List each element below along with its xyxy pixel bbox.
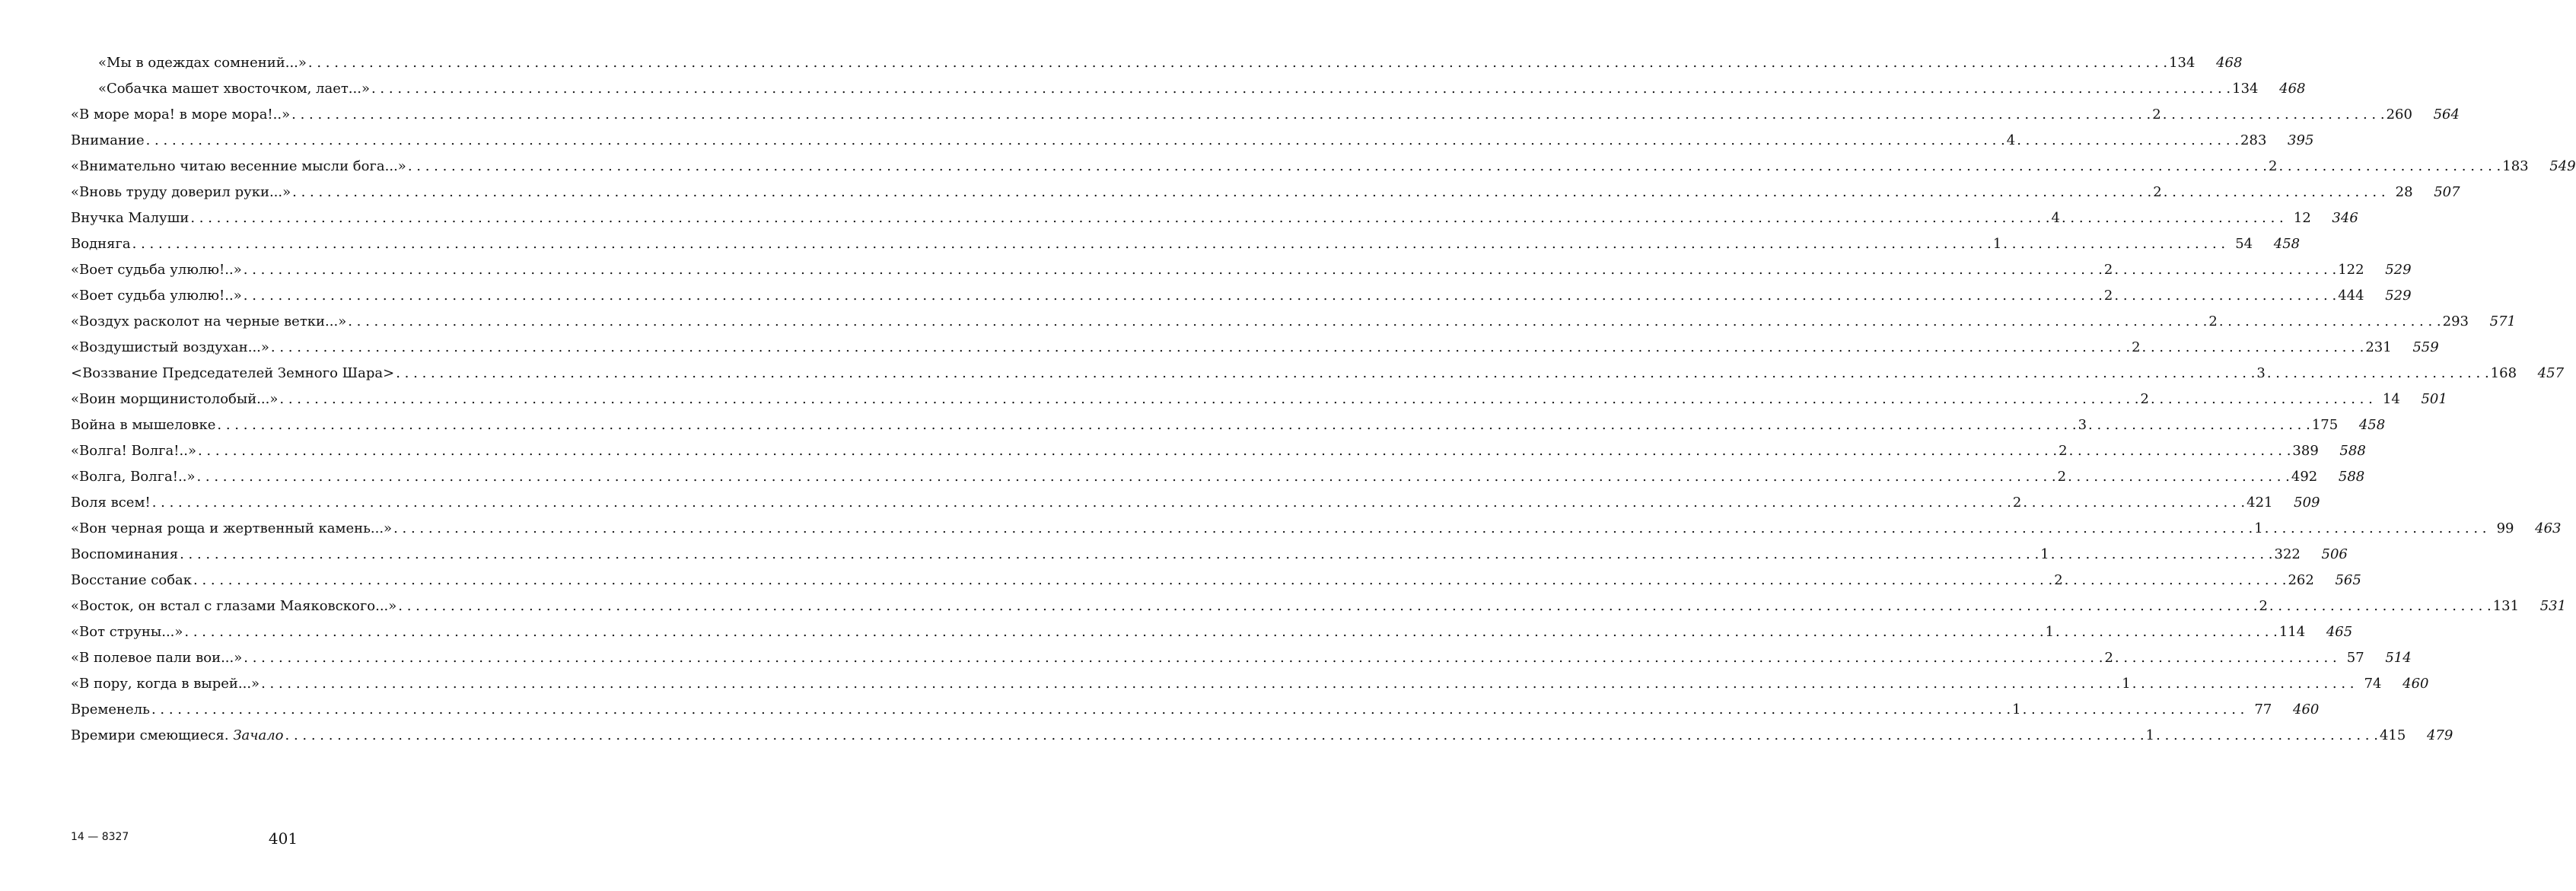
- index-entry: [71, 671, 2429, 697]
- entry-page: 168: [2490, 365, 2517, 381]
- entry-volume: 3: [2256, 365, 2266, 381]
- dot-leader: [244, 283, 2103, 309]
- entry-volume: 4: [2006, 132, 2016, 148]
- dot-leader: [2069, 438, 2291, 464]
- entry-title: [71, 205, 189, 231]
- dot-leader: [184, 619, 2043, 645]
- dot-leader: [2003, 231, 2225, 257]
- entry-page: 74: [2364, 676, 2382, 692]
- dot-leader: [2151, 387, 2373, 412]
- entry-commentary-page: 479: [2426, 727, 2453, 743]
- entry-volume: 2: [2104, 650, 2113, 666]
- entry-commentary-page: 458: [2358, 417, 2386, 433]
- entry-title: [71, 309, 346, 335]
- index-entry: [71, 335, 2439, 361]
- entry-title: [71, 102, 290, 128]
- entry-title: [98, 76, 370, 102]
- entry-page: 421: [2246, 495, 2273, 511]
- entry-title-text: «Мы в одеждах сомнений...»: [98, 55, 307, 71]
- index-entry: [71, 723, 2453, 749]
- entry-page: 415: [2379, 727, 2406, 743]
- entry-title-text: «Воздушистый воздухан...»: [71, 339, 269, 355]
- entry-page: 492: [2291, 469, 2318, 485]
- entry-title-text: Воспоминания: [71, 546, 179, 562]
- index-entry: [71, 645, 2412, 671]
- dot-leader: [271, 335, 2130, 361]
- index-entry: [71, 50, 2243, 76]
- dot-leader: [198, 438, 2057, 464]
- entry-volume: 3: [2078, 417, 2087, 433]
- entry-title: [71, 283, 242, 309]
- entry-title-text: Воля всем!: [71, 495, 151, 511]
- dot-leader: [132, 231, 1992, 257]
- entry-page: 322: [2274, 546, 2301, 562]
- entry-title-text: «Вот струны...»: [71, 624, 183, 640]
- entry-page: 293: [2442, 313, 2469, 329]
- index-entry: [71, 231, 2301, 257]
- entry-page: 134: [2232, 81, 2259, 97]
- index-entry: [71, 205, 2358, 231]
- dot-leader: [348, 309, 2207, 335]
- dot-leader: [2163, 102, 2385, 128]
- index-entry: [71, 464, 2365, 490]
- index-entry: [71, 593, 2567, 619]
- index-entry: [71, 490, 2320, 516]
- dot-leader: [393, 516, 2253, 542]
- entry-commentary-page: 457: [2537, 365, 2565, 381]
- entry-volume: 2: [2012, 495, 2022, 511]
- entry-title: [71, 593, 396, 619]
- dot-leader: [2062, 205, 2284, 231]
- entry-title: [71, 723, 284, 749]
- entry-title-text: «Вон черная роща и жертвенный камень...»: [71, 520, 393, 536]
- index-entry: [71, 619, 2353, 645]
- dot-leader: [2114, 283, 2336, 309]
- index-entry: [71, 438, 2366, 464]
- dot-leader: [190, 205, 2049, 231]
- entry-title-text: Война в мышеловке: [71, 417, 216, 433]
- entry-title: [71, 180, 291, 205]
- entry-title-text: «Восток, он встал с глазами Маяковского...»: [71, 598, 397, 614]
- index-entry: [71, 361, 2565, 387]
- dot-leader: [217, 412, 2076, 438]
- entry-commentary-page: 529: [2385, 288, 2412, 304]
- entry-volume: 2: [2153, 184, 2162, 200]
- entry-title: [71, 361, 394, 387]
- entry-title: [71, 257, 242, 283]
- entry-title-text: Водняга: [71, 236, 131, 252]
- entry-volume: 4: [2051, 210, 2060, 226]
- dot-leader: [2267, 361, 2489, 387]
- entry-page: 122: [2338, 262, 2364, 278]
- page-number: 401: [268, 829, 298, 848]
- dot-leader: [2115, 645, 2337, 671]
- index-entry: [71, 697, 2320, 723]
- dot-leader: [2269, 593, 2492, 619]
- entry-volume: 2: [2268, 158, 2278, 174]
- dot-leader: [180, 542, 2039, 568]
- entry-commentary-page: 468: [2279, 81, 2306, 97]
- index-entry: [71, 568, 2361, 593]
- entry-commentary-page: 588: [2338, 469, 2365, 485]
- entry-page: 131: [2492, 598, 2520, 614]
- entry-volume: 1: [2040, 546, 2049, 562]
- index-entry: [71, 257, 2412, 283]
- entry-page: 389: [2292, 443, 2319, 459]
- printer-signature: 14 — 8327: [71, 831, 129, 843]
- entry-title: [71, 335, 269, 361]
- entry-title: [71, 231, 131, 257]
- entry-volume: 1: [2254, 520, 2263, 536]
- entry-commentary-page: 463: [2535, 520, 2562, 536]
- entry-title: [71, 438, 196, 464]
- dot-leader: [2023, 490, 2245, 516]
- index-entry: [71, 154, 2576, 180]
- entry-title-text: Временель: [71, 702, 150, 718]
- dot-leader: [2164, 180, 2386, 205]
- entry-title-text: <Воззвание Председателей Земного Шара>: [71, 365, 395, 381]
- entry-commentary-page: 514: [2385, 650, 2412, 666]
- dot-leader: [2132, 671, 2355, 697]
- entry-title: [71, 387, 278, 412]
- entry-page: 57: [2346, 650, 2364, 666]
- dot-leader: [146, 128, 2005, 154]
- entry-commentary-page: 507: [2434, 184, 2460, 200]
- entry-commentary-page: 509: [2294, 495, 2320, 511]
- entry-page: 28: [2395, 184, 2413, 200]
- entry-title-text: Восстание собак: [71, 572, 193, 588]
- dot-leader: [2156, 723, 2378, 749]
- entry-volume: 2: [2208, 313, 2218, 329]
- entry-title: [71, 154, 406, 180]
- dot-leader: [285, 723, 2145, 749]
- index-entry: [71, 76, 2306, 102]
- entry-commentary-page: 501: [2421, 391, 2447, 407]
- entry-commentary-page: 460: [2402, 676, 2429, 692]
- dot-leader: [2142, 335, 2364, 361]
- entry-title: [98, 50, 307, 76]
- entry-title-text: Внучка Малуши: [71, 210, 189, 226]
- entry-title-text: «Собачка машет хвосточком, лает...»: [98, 81, 370, 97]
- dot-leader: [2065, 568, 2287, 593]
- index-list: [71, 50, 2576, 749]
- dot-leader: [196, 464, 2055, 490]
- entry-page: 283: [2240, 132, 2267, 148]
- dot-leader: [308, 50, 2167, 76]
- entry-commentary-page: 588: [2339, 443, 2366, 459]
- dot-leader: [244, 257, 2103, 283]
- dot-leader: [408, 154, 2267, 180]
- dot-leader: [2219, 309, 2441, 335]
- entry-title-text: «Воет судьба улюлю!..»: [71, 288, 242, 304]
- entry-commentary-page: 346: [2332, 210, 2358, 226]
- dot-leader: [291, 102, 2151, 128]
- entry-page: 134: [2169, 55, 2195, 71]
- entry-volume: 2: [2259, 598, 2268, 614]
- entry-commentary-page: 559: [2412, 339, 2439, 355]
- dot-leader: [2114, 257, 2336, 283]
- entry-commentary-page: 571: [2489, 313, 2517, 329]
- entry-volume: 2: [2132, 339, 2141, 355]
- entry-volume: 1: [2045, 624, 2055, 640]
- entry-title: [71, 568, 192, 593]
- entry-title: [71, 464, 195, 490]
- entry-commentary-page: 564: [2433, 107, 2460, 123]
- index-entry: [71, 128, 2314, 154]
- entry-page: 183: [2502, 158, 2529, 174]
- entry-title-italic: Зачало: [233, 727, 284, 743]
- entry-title-text: «Вновь труду доверил руки...»: [71, 184, 291, 200]
- index-entry: [71, 542, 2348, 568]
- entry-page: 444: [2338, 288, 2364, 304]
- dot-leader: [2068, 464, 2290, 490]
- entry-page: 175: [2311, 417, 2339, 433]
- dot-leader: [2088, 412, 2310, 438]
- entry-title-text: «В полевое пали вои...»: [71, 650, 243, 666]
- entry-title: [71, 412, 215, 438]
- entry-volume: 2: [2054, 572, 2063, 588]
- dot-leader: [396, 361, 2255, 387]
- dot-leader: [2051, 542, 2273, 568]
- index-entry: [71, 283, 2412, 309]
- entry-volume: 2: [2103, 288, 2113, 304]
- dot-leader: [2023, 697, 2245, 723]
- dot-leader: [279, 387, 2138, 412]
- dot-leader: [261, 671, 2120, 697]
- entry-title-text: «Воздух расколот на черные ветки...»: [71, 313, 347, 329]
- dot-leader: [244, 645, 2103, 671]
- entry-title: [71, 671, 260, 697]
- index-entry: [71, 180, 2460, 205]
- entry-volume: 2: [2059, 443, 2068, 459]
- dot-leader: [2265, 516, 2487, 542]
- index-entry: [71, 309, 2517, 335]
- dot-leader: [2278, 154, 2501, 180]
- entry-page: 260: [2386, 107, 2412, 123]
- dot-leader: [371, 76, 2231, 102]
- entry-page: 114: [2278, 624, 2306, 640]
- entry-commentary-page: 465: [2326, 624, 2353, 640]
- entry-commentary-page: 549: [2549, 158, 2576, 174]
- entry-title: [71, 128, 145, 154]
- entry-title-text: «Воин морщинистолобый...»: [71, 391, 279, 407]
- entry-commentary-page: 395: [2288, 132, 2314, 148]
- entry-commentary-page: 506: [2321, 546, 2348, 562]
- dot-leader: [2017, 128, 2239, 154]
- entry-commentary-page: 458: [2273, 236, 2301, 252]
- entry-title: [71, 697, 150, 723]
- entry-title: [71, 516, 392, 542]
- entry-page: 77: [2254, 702, 2272, 718]
- entry-title-text: «Волга, Волга!..»: [71, 469, 196, 485]
- entry-title-text: «В пору, когда в вырей...»: [71, 676, 260, 692]
- dot-leader: [152, 490, 2011, 516]
- entry-title-text: Внимание: [71, 132, 145, 148]
- entry-commentary-page: 468: [2216, 55, 2243, 71]
- entry-page: 54: [2235, 236, 2253, 252]
- entry-volume: 2: [2057, 469, 2067, 485]
- entry-volume: 1: [1992, 236, 2002, 252]
- entry-title: [71, 645, 242, 671]
- dot-leader: [193, 568, 2052, 593]
- entry-page: 12: [2293, 210, 2311, 226]
- entry-volume: 1: [2122, 676, 2131, 692]
- entry-commentary-page: 565: [2335, 572, 2361, 588]
- entry-volume: 2: [2152, 107, 2161, 123]
- index-entry: [71, 102, 2460, 128]
- index-entry: [71, 387, 2447, 412]
- entry-volume: 1: [2012, 702, 2021, 718]
- index-entry: [71, 516, 2562, 542]
- entry-page: 231: [2365, 339, 2392, 355]
- entry-commentary-page: 529: [2385, 262, 2412, 278]
- entry-commentary-page: 460: [2293, 702, 2320, 718]
- entry-title: [71, 490, 151, 516]
- entry-volume: 1: [2145, 727, 2155, 743]
- dot-leader: [292, 180, 2151, 205]
- entry-commentary-page: 531: [2539, 598, 2567, 614]
- entry-title-text: «Воет судьба улюлю!..»: [71, 262, 242, 278]
- entry-volume: 2: [2103, 262, 2113, 278]
- entry-page: 262: [2288, 572, 2314, 588]
- entry-volume: 2: [2140, 391, 2149, 407]
- entry-title: [71, 619, 183, 645]
- entry-title-text: Времири смеющиеся.: [71, 727, 234, 743]
- dot-leader: [2055, 619, 2278, 645]
- dot-leader: [398, 593, 2257, 619]
- entry-title: [71, 542, 178, 568]
- entry-title-text: «Внимательно читаю весенние мысли бога...»: [71, 158, 406, 174]
- dot-leader: [151, 697, 2011, 723]
- entry-page: 99: [2496, 520, 2514, 536]
- index-entry: [71, 412, 2386, 438]
- entry-title-text: «Волга! Волга!..»: [71, 443, 196, 459]
- entry-title-text: «В море мора! в море мора!..»: [71, 107, 291, 123]
- entry-page: 14: [2382, 391, 2400, 407]
